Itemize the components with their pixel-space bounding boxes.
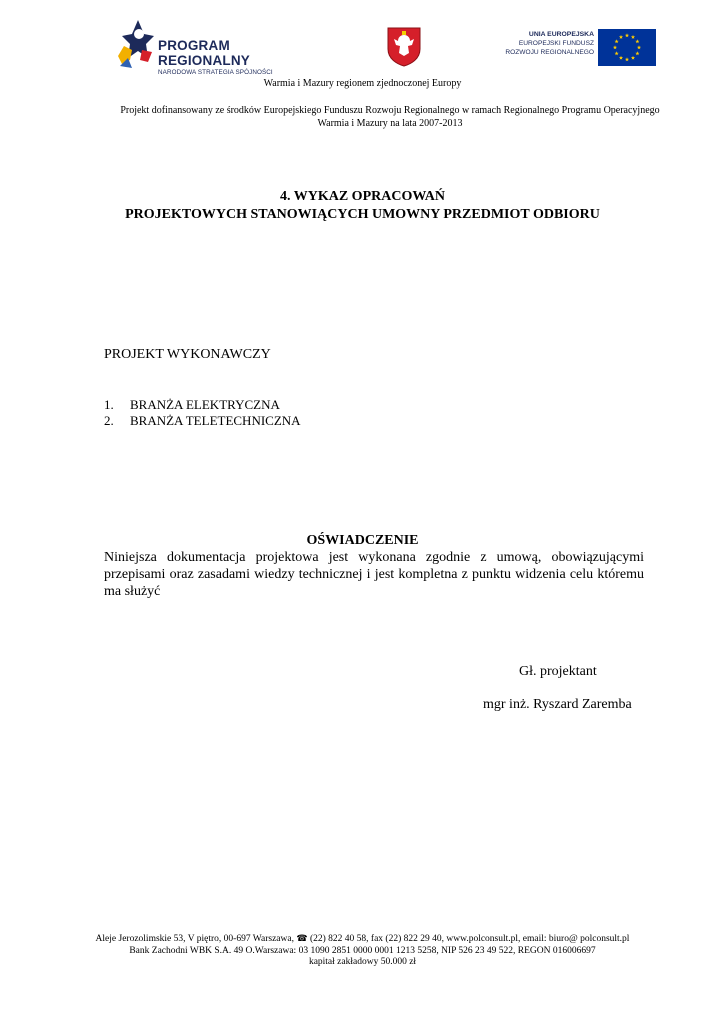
declaration-text: Niniejsza dokumentacja projektowa jest wykonana zgodnie z umową, obowiązującymi przepisami oraz zasadami wiedzy technicznej i jest kompletna z punktu widzenia celu któremu ma służyć <box>104 550 644 599</box>
eu-logo-line1: UNIA EUROPEJSKA <box>528 31 594 38</box>
footer-line-2: Bank Zachodni WBK S.A. 49 O.Warszawa: 03 1090 2851 0000 0001 1213 5258, NIP 526 23 49 522, REGON 016006697 <box>129 945 596 956</box>
footer-line-1 <box>0 933 725 946</box>
telephone-icon: ☎ <box>296 933 308 943</box>
signature-name: mgr inż. Ryszard Zaremba <box>483 697 632 712</box>
section-heading: PROJEKT WYKONAWCZY <box>104 347 271 362</box>
program-regionalny-logo <box>118 20 318 76</box>
footer <box>0 933 725 969</box>
list-item-label: BRANŻA ELEKTRYCZNA <box>130 397 280 412</box>
header-motto: Warmia i Mazury regionem zjednoczonej Europy <box>263 78 462 89</box>
footer-line-3: kapitał zakładowy 50.000 zł <box>308 957 417 967</box>
header-project-note: Projekt dofinansowany ze środków Europejskiego Funduszu Rozwoju Regionalnego w ramach Regionalnego Programu Operacyjnego Warmia i Mazury na lata 2007-2013 <box>120 105 660 129</box>
footer-address: Aleje Jerozolimskie 53, V piętro, 00-697 Warszawa, <box>95 934 294 944</box>
program-logo-name: PROGRAM REGIONALNY <box>158 38 251 68</box>
regional-crest-icon <box>387 27 421 67</box>
list-item <box>104 397 301 413</box>
eu-logo <box>494 26 656 68</box>
eu-flag-icon <box>598 29 656 66</box>
list-item-number: 1. <box>104 397 114 412</box>
title-line-1: 4. WYKAZ OPRACOWAŃ <box>279 189 446 204</box>
program-star-icon <box>118 20 154 70</box>
eu-logo-line2: EUROPEJSKI FUNDUSZ <box>518 40 594 47</box>
title-line-2: PROJEKTOWYCH STANOWIĄCYCH UMOWNY PRZEDMIOT ODBIORU <box>125 207 600 222</box>
footer-contact: (22) 822 40 58, fax (22) 822 29 40, www.polconsult.pl, email: biuro@ polconsult.pl <box>309 934 630 944</box>
document-title <box>0 188 725 224</box>
list-item-number: 2. <box>104 413 114 428</box>
program-logo-subtitle: NARODOWA STRATEGIA SPÓJNOŚCI <box>158 69 273 76</box>
list-item <box>104 413 301 429</box>
signature-role: Gł. projektant <box>519 664 597 679</box>
list-item-label: BRANŻA TELETECHNICZNA <box>130 413 301 428</box>
declaration-heading: OŚWIADCZENIE <box>306 533 419 548</box>
eu-logo-line3: ROZWOJU REGIONALNEGO <box>505 49 594 56</box>
section-list <box>104 397 301 429</box>
